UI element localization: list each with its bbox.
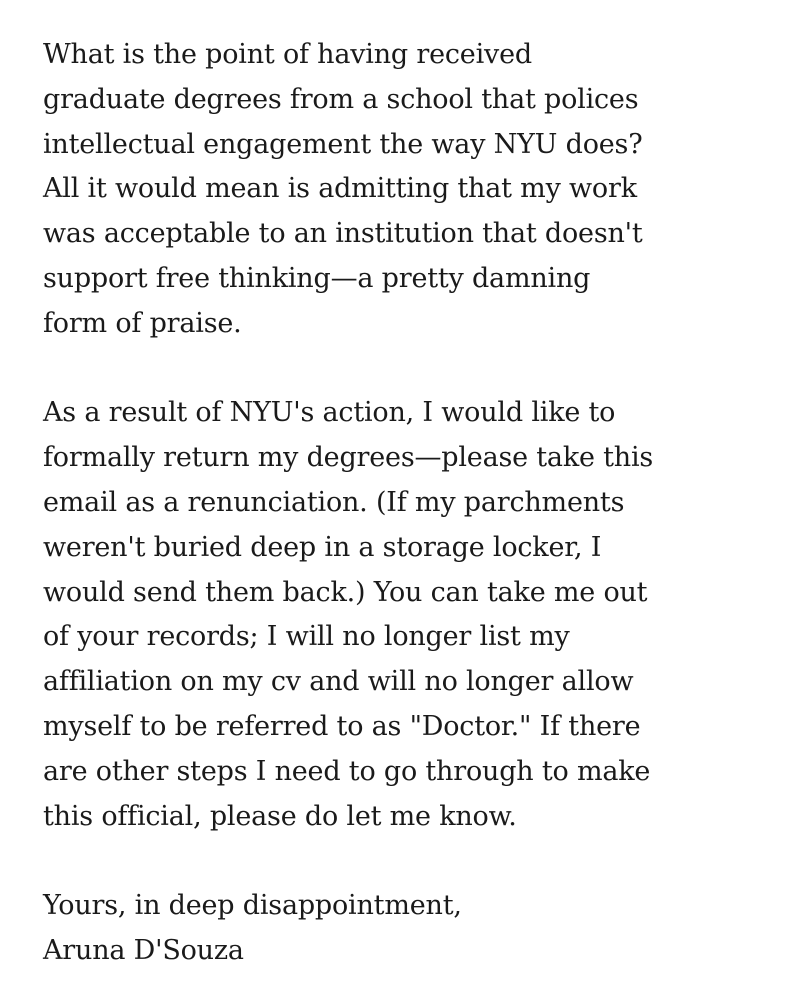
text-line: formally return my degrees—please take this [43, 442, 654, 474]
text-line: support free thinking—a pretty damning [43, 262, 591, 294]
text-line: All it would mean is admitting that my work [43, 173, 637, 205]
paragraph-1 [43, 33, 783, 347]
letter-body [43, 33, 783, 974]
paragraph-2 [43, 391, 783, 839]
text-line: affiliation on my cv and will no longer allow [43, 666, 634, 698]
text-line: this official, please do let me know. [43, 800, 517, 832]
text-line: weren't buried deep in a storage locker, I [43, 531, 602, 563]
signature: Aruna D'Souza [43, 934, 244, 966]
text-line: graduate degrees from a school that polices [43, 83, 639, 115]
paragraph-spacer [43, 347, 783, 392]
text-line: would send them back.) You can take me out [43, 576, 648, 608]
text-line: myself to be referred to as "Doctor." If there [43, 710, 641, 742]
text-line: are other steps I need to go through to make [43, 755, 651, 787]
text-line: What is the point of having received [43, 39, 532, 70]
text-line: email as a renunciation. (If my parchments [43, 486, 625, 518]
sign-off [43, 884, 783, 974]
text-line: As a result of NYU's action, I would like to [43, 397, 616, 429]
text-line: of your records; I will no longer list my [43, 621, 570, 653]
text-line: intellectual engagement the way NYU does? [43, 128, 643, 160]
closing-line: Yours, in deep disappointment, [43, 890, 462, 922]
text-line: was acceptable to an institution that doesn't [43, 218, 643, 250]
text-line: form of praise. [43, 307, 242, 339]
paragraph-spacer [43, 839, 783, 884]
